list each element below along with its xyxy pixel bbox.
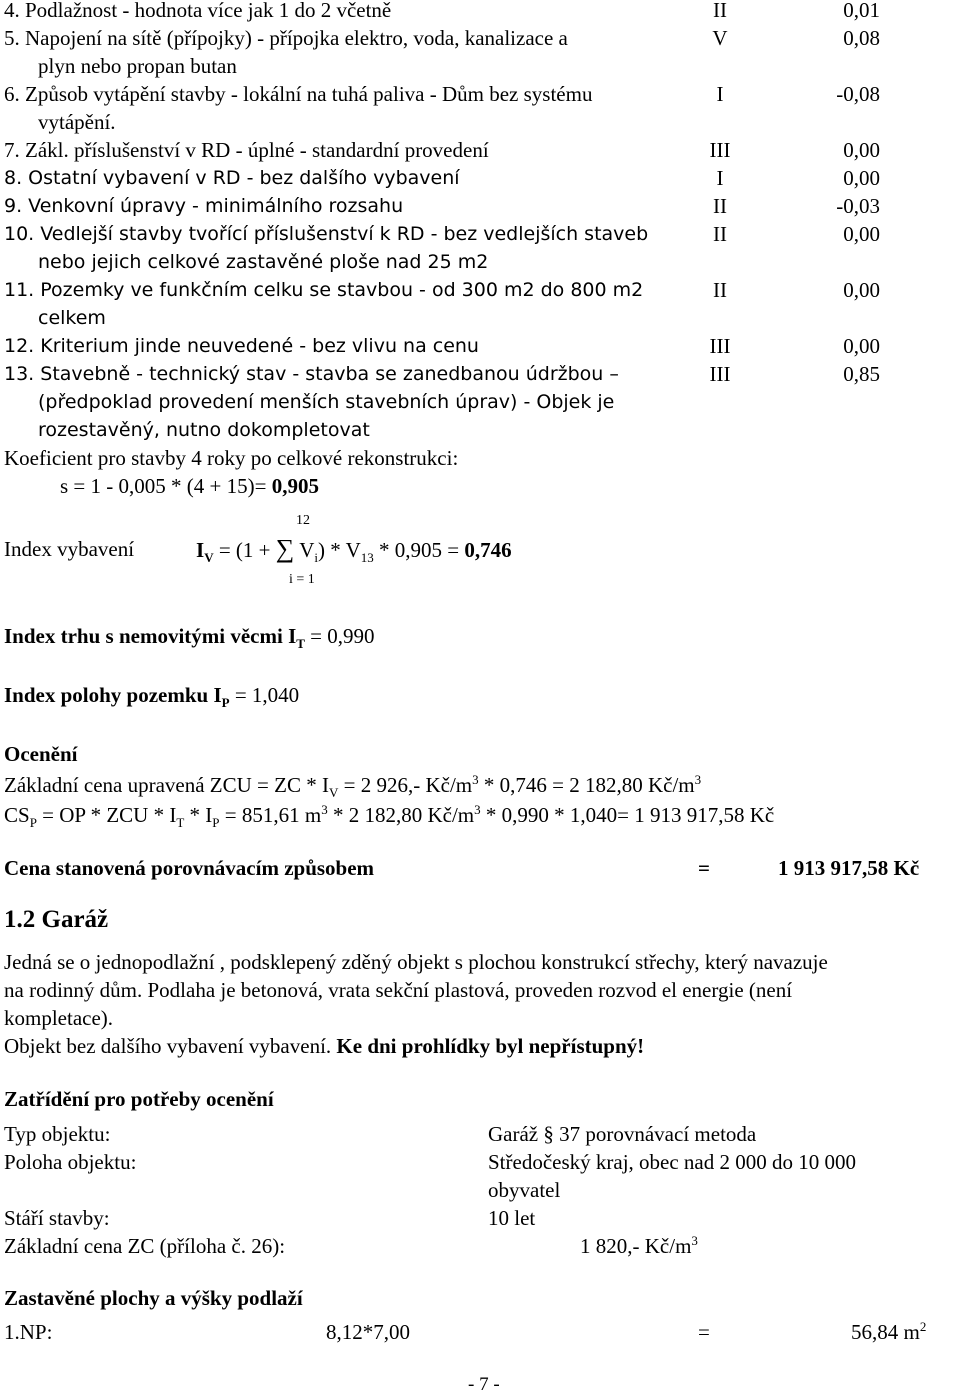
csp-d-sup: 3 bbox=[321, 802, 328, 817]
sum-symbol: ∑ bbox=[275, 534, 295, 563]
sum-lower-limit: i = 1 bbox=[289, 572, 315, 587]
garaz-last-normal: Objekt bez dalšího vybavení vybavení. bbox=[4, 1034, 337, 1058]
iv-part1: = (1 + bbox=[213, 538, 276, 562]
criterion-value: 0,00 bbox=[843, 222, 880, 246]
typ-label: Typ objektu: bbox=[4, 1122, 111, 1146]
csp-b: = OP * ZCU * I bbox=[36, 803, 177, 827]
cena-equals: = bbox=[698, 856, 710, 880]
zcu-c-sup: 3 bbox=[694, 772, 702, 787]
criterion-class: III bbox=[709, 334, 731, 358]
criterion-row-text: 6. Způsob vytápění stavby - lokální na tuhá paliva - Dům bez systému bbox=[4, 82, 593, 106]
vi-symbol: V bbox=[299, 538, 315, 562]
criterion-row-continuation: nebo jejich celkové zastavěné ploše nad 25 m2 bbox=[38, 251, 489, 273]
iv-subscript: V bbox=[204, 550, 214, 566]
criterion-row-continuation: (předpoklad provedení menších stavebních úprav) - Objek je bbox=[38, 391, 615, 413]
np-value bbox=[851, 1318, 926, 1346]
criterion-value: 0,08 bbox=[843, 26, 880, 50]
csp-e: * 2 182,80 Kč/m bbox=[327, 803, 475, 827]
garaz-line-1: Jedná se o jednopodlažní , podsklepený zděný objekt s plochou konstrukcí střechy, který navazuje bbox=[4, 950, 828, 974]
criterion-row-text: 4. Podlažnost - hodnota více jak 1 do 2 včetně bbox=[4, 0, 392, 22]
zcu-b-sup: 3 bbox=[472, 772, 479, 787]
garaz-line-3: kompletace). bbox=[4, 1006, 114, 1030]
poloha-label: Poloha objektu: bbox=[4, 1150, 137, 1174]
zcu-line bbox=[4, 771, 701, 799]
csp-a-sub: P bbox=[29, 815, 37, 831]
plochy-heading: Zastavěné plochy a výšky podlaží bbox=[4, 1286, 303, 1310]
garaz-line-4 bbox=[4, 1032, 644, 1060]
iv-symbol: I bbox=[196, 538, 205, 562]
criterion-value: -0,03 bbox=[836, 194, 880, 218]
criterion-class: III bbox=[709, 138, 731, 162]
typ-value: Garáž § 37 porovnávací metoda bbox=[488, 1122, 757, 1146]
koeficient-result: 0,905 bbox=[271, 474, 319, 498]
np-value-sup: 2 bbox=[919, 1319, 927, 1334]
criterion-value: 0,01 bbox=[843, 0, 880, 22]
index-vybaveni-label: Index vybavení bbox=[4, 537, 135, 561]
criterion-row-continuation: celkem bbox=[38, 307, 106, 329]
csp-b-sub: T bbox=[176, 815, 185, 831]
criterion-row-text: 10. Vedlejší stavby tvořící příslušenství k RD - bez vedlejších staveb bbox=[4, 223, 649, 245]
criterion-row-continuation: rozestavěný, nutno dokompletovat bbox=[38, 419, 370, 441]
garaz-last-bold: Ke dni prohlídky byl nepřístupný! bbox=[336, 1034, 645, 1058]
zcu-a: Základní cena upravená ZCU = ZC * I bbox=[4, 773, 329, 797]
oceneni-heading: Ocenění bbox=[4, 742, 78, 766]
index-polohy-label: Index polohy pozemku I bbox=[4, 683, 222, 707]
koeficient-label: Koeficient pro stavby 4 roky po celkové rekonstrukci: bbox=[4, 446, 459, 470]
csp-f: * 0,990 * 1,040= 1 913 917,58 Kč bbox=[480, 803, 775, 827]
zc-value bbox=[580, 1232, 698, 1260]
poloha-value-cont: obyvatel bbox=[488, 1178, 561, 1202]
index-trhu-subscript: T bbox=[296, 636, 305, 652]
criterion-value: 0,00 bbox=[843, 166, 880, 190]
cena-value: 1 913 917,58 Kč bbox=[778, 856, 920, 880]
criterion-class: II bbox=[713, 222, 727, 246]
criterion-class: II bbox=[713, 0, 727, 22]
garaz-heading: 1.2 Garáž bbox=[4, 906, 109, 933]
zcu-c: * 0,746 = 2 182,80 Kč/m bbox=[478, 773, 695, 797]
zcu-a-sub: V bbox=[328, 785, 339, 801]
vi-subscript: i bbox=[314, 550, 318, 566]
stari-value: 10 let bbox=[488, 1206, 536, 1230]
criterion-row-continuation: vytápění. bbox=[38, 110, 116, 134]
index-trhu bbox=[4, 622, 375, 650]
criterion-row-text: 13. Stavebně - technický stav - stavba se zanedbanou údržbou – bbox=[4, 363, 619, 385]
csp-c-sub: P bbox=[212, 815, 220, 831]
index-polohy bbox=[4, 681, 299, 709]
cena-label: Cena stanovená porovnávacím způsobem bbox=[4, 856, 375, 880]
index-trhu-value: = 0,990 bbox=[304, 624, 375, 648]
zcu-b: = 2 926,- Kč/m bbox=[338, 773, 473, 797]
v13-subscript: 13 bbox=[360, 550, 374, 566]
index-vybaveni-formula bbox=[196, 535, 512, 564]
csp-e-sup: 3 bbox=[474, 802, 481, 817]
index-polohy-subscript: P bbox=[221, 695, 230, 711]
koeficient-formula bbox=[60, 472, 319, 500]
criterion-class: I bbox=[716, 82, 724, 106]
criterion-value: 0,00 bbox=[843, 278, 880, 302]
poloha-value: Středočeský kraj, obec nad 2 000 do 10 000 bbox=[488, 1150, 857, 1174]
criterion-row-text: 5. Napojení na sítě (přípojky) - přípojka elektro, voda, kanalizace a bbox=[4, 26, 568, 50]
criterion-value: 0,00 bbox=[843, 334, 880, 358]
csp-a: CS bbox=[4, 803, 30, 827]
criterion-row-text: 8. Ostatní vybavení v RD - bez dalšího vybavení bbox=[4, 167, 460, 189]
criterion-value: 0,00 bbox=[843, 138, 880, 162]
np-equals: = bbox=[698, 1320, 710, 1344]
page-number: - 7 - bbox=[468, 1374, 500, 1395]
np-formula: 8,12*7,00 bbox=[326, 1320, 410, 1344]
zatrideni-heading: Zatřídění pro potřeby ocenění bbox=[4, 1087, 274, 1111]
iv-part3: * 0,905 = bbox=[373, 538, 465, 562]
np-label: 1.NP: bbox=[4, 1320, 53, 1344]
criterion-class: I bbox=[716, 166, 724, 190]
criterion-row-text: 9. Venkovní úpravy - minimálního rozsahu bbox=[4, 195, 404, 217]
zc-value-text: 1 820,- Kč/m bbox=[580, 1234, 692, 1258]
criterion-class: II bbox=[713, 194, 727, 218]
criterion-class: V bbox=[712, 26, 728, 50]
criterion-class: III bbox=[709, 362, 731, 386]
csp-d: = 851,61 m bbox=[219, 803, 322, 827]
iv-result: 0,746 bbox=[464, 538, 512, 562]
index-trhu-label: Index trhu s nemovitými věcmi I bbox=[4, 624, 297, 648]
csp-c: * I bbox=[184, 803, 213, 827]
criterion-row-continuation: plyn nebo propan butan bbox=[38, 54, 237, 78]
iv-part2: ) * V bbox=[317, 538, 361, 562]
garaz-line-2: na rodinný dům. Podlaha je betonová, vrata sekční plastová, proveden rozvod el energie (není bbox=[4, 978, 793, 1002]
criterion-value: -0,08 bbox=[836, 82, 880, 106]
stari-label: Stáří stavby: bbox=[4, 1206, 110, 1230]
zc-label: Základní cena ZC (příloha č. 26): bbox=[4, 1234, 286, 1258]
criterion-row-text: 7. Zákl. příslušenství v RD - úplné - standardní provedení bbox=[4, 138, 489, 162]
csp-line bbox=[4, 801, 774, 829]
sum-upper-limit: 12 bbox=[296, 513, 310, 528]
criterion-row-text: 11. Pozemky ve funkčním celku se stavbou - od 300 m2 do 800 m2 bbox=[4, 279, 644, 301]
criterion-class: II bbox=[713, 278, 727, 302]
koeficient-formula-text: s = 1 - 0,005 * (4 + 15)= bbox=[60, 474, 272, 498]
zc-value-sup: 3 bbox=[691, 1233, 698, 1248]
criterion-row-text: 12. Kriterium jinde neuvedené - bez vlivu na cenu bbox=[4, 335, 479, 357]
np-value-text: 56,84 m bbox=[851, 1320, 920, 1344]
criterion-value: 0,85 bbox=[843, 362, 880, 386]
index-polohy-value: = 1,040 bbox=[229, 683, 300, 707]
